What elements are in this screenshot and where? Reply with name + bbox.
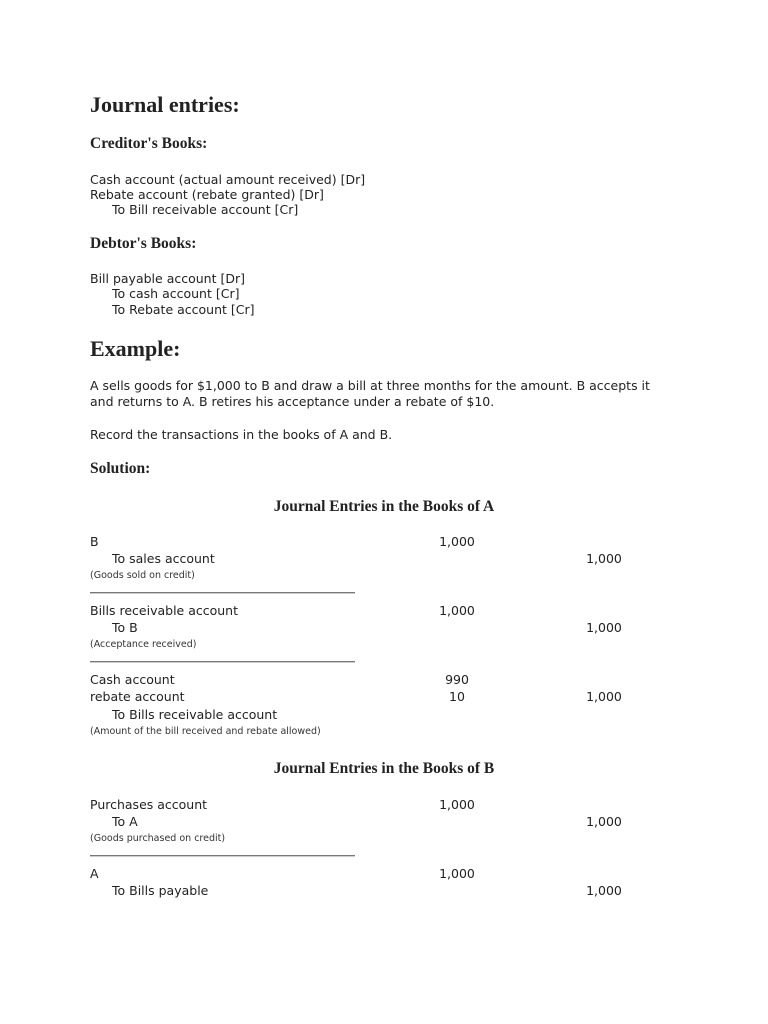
a-entry3-narration: (Amount of the bill received and rebate allowed) <box>90 726 321 737</box>
b-entry2-credit-amount: 1,000 <box>586 883 622 898</box>
a-entry1-narration: (Goods sold on credit) <box>90 570 195 581</box>
a-entry3-debit-amount-2: 10 <box>449 689 465 704</box>
example-heading: Example: <box>90 336 181 361</box>
b-entry1-narration: (Goods purchased on credit) <box>90 833 226 844</box>
a-entry1-debit-amount: 1,000 <box>439 534 475 549</box>
a-entry3-debit-amount-1: 990 <box>445 672 469 687</box>
debtors-books-heading: Debtor's Books: <box>90 235 197 252</box>
divider <box>90 855 355 857</box>
b-entry1-debit-account: Purchases account <box>90 797 208 812</box>
debtor-line-1: Bill payable account [Dr] <box>90 271 245 286</box>
a-entry2-narration: (Acceptance received) <box>90 639 197 650</box>
divider <box>90 592 355 594</box>
example-instruction: Record the transactions in the books of A and B. <box>90 427 393 442</box>
b-entry1-debit-amount: 1,000 <box>439 797 475 812</box>
page-title: Journal entries: <box>90 92 240 117</box>
debtor-line-2: To cash account [Cr] <box>112 286 240 301</box>
a-entry3-credit-account: To Bills receivable account <box>112 707 278 722</box>
debtor-line-3: To Rebate account [Cr] <box>112 302 255 317</box>
solution-heading: Solution: <box>90 460 151 477</box>
a-entry2-credit-account: To B <box>112 620 138 635</box>
a-entry1-credit-account: To sales account <box>112 551 215 566</box>
b-entry1-credit-amount: 1,000 <box>586 814 622 829</box>
a-entry2-debit-amount: 1,000 <box>439 603 475 618</box>
a-entry1-credit-amount: 1,000 <box>586 551 622 566</box>
example-paragraph-line-2: and returns to A. B retires his acceptance under a rebate of $10. <box>90 394 495 409</box>
divider <box>90 661 355 663</box>
b-entry1-credit-account: To A <box>112 814 138 829</box>
example-paragraph-line-1: A sells goods for $1,000 to B and draw a bill at three months for the amount. B accepts it <box>90 378 650 393</box>
creditors-books-heading: Creditor's Books: <box>90 135 208 152</box>
a-entry2-credit-amount: 1,000 <box>586 620 622 635</box>
creditor-line-2: Rebate account (rebate granted) [Dr] <box>90 187 324 202</box>
a-entry3-debit-account-2: rebate account <box>90 689 185 704</box>
books-a-title: Journal Entries in the Books of A <box>273 498 495 515</box>
creditor-line-3: To Bill receivable account [Cr] <box>112 202 299 217</box>
creditor-line-1: Cash account (actual amount received) [Dr] <box>90 172 366 187</box>
a-entry3-credit-amount: 1,000 <box>586 689 622 704</box>
a-entry3-debit-account-1: Cash account <box>90 672 175 687</box>
b-entry2-credit-account: To Bills payable <box>112 883 209 898</box>
b-entry2-debit-amount: 1,000 <box>439 866 475 881</box>
a-entry2-debit-account: Bills receivable account <box>90 603 238 618</box>
books-b-title: Journal Entries in the Books of B <box>273 760 495 777</box>
b-entry2-debit-account: A <box>90 866 99 881</box>
a-entry1-debit-account: B <box>90 534 99 549</box>
